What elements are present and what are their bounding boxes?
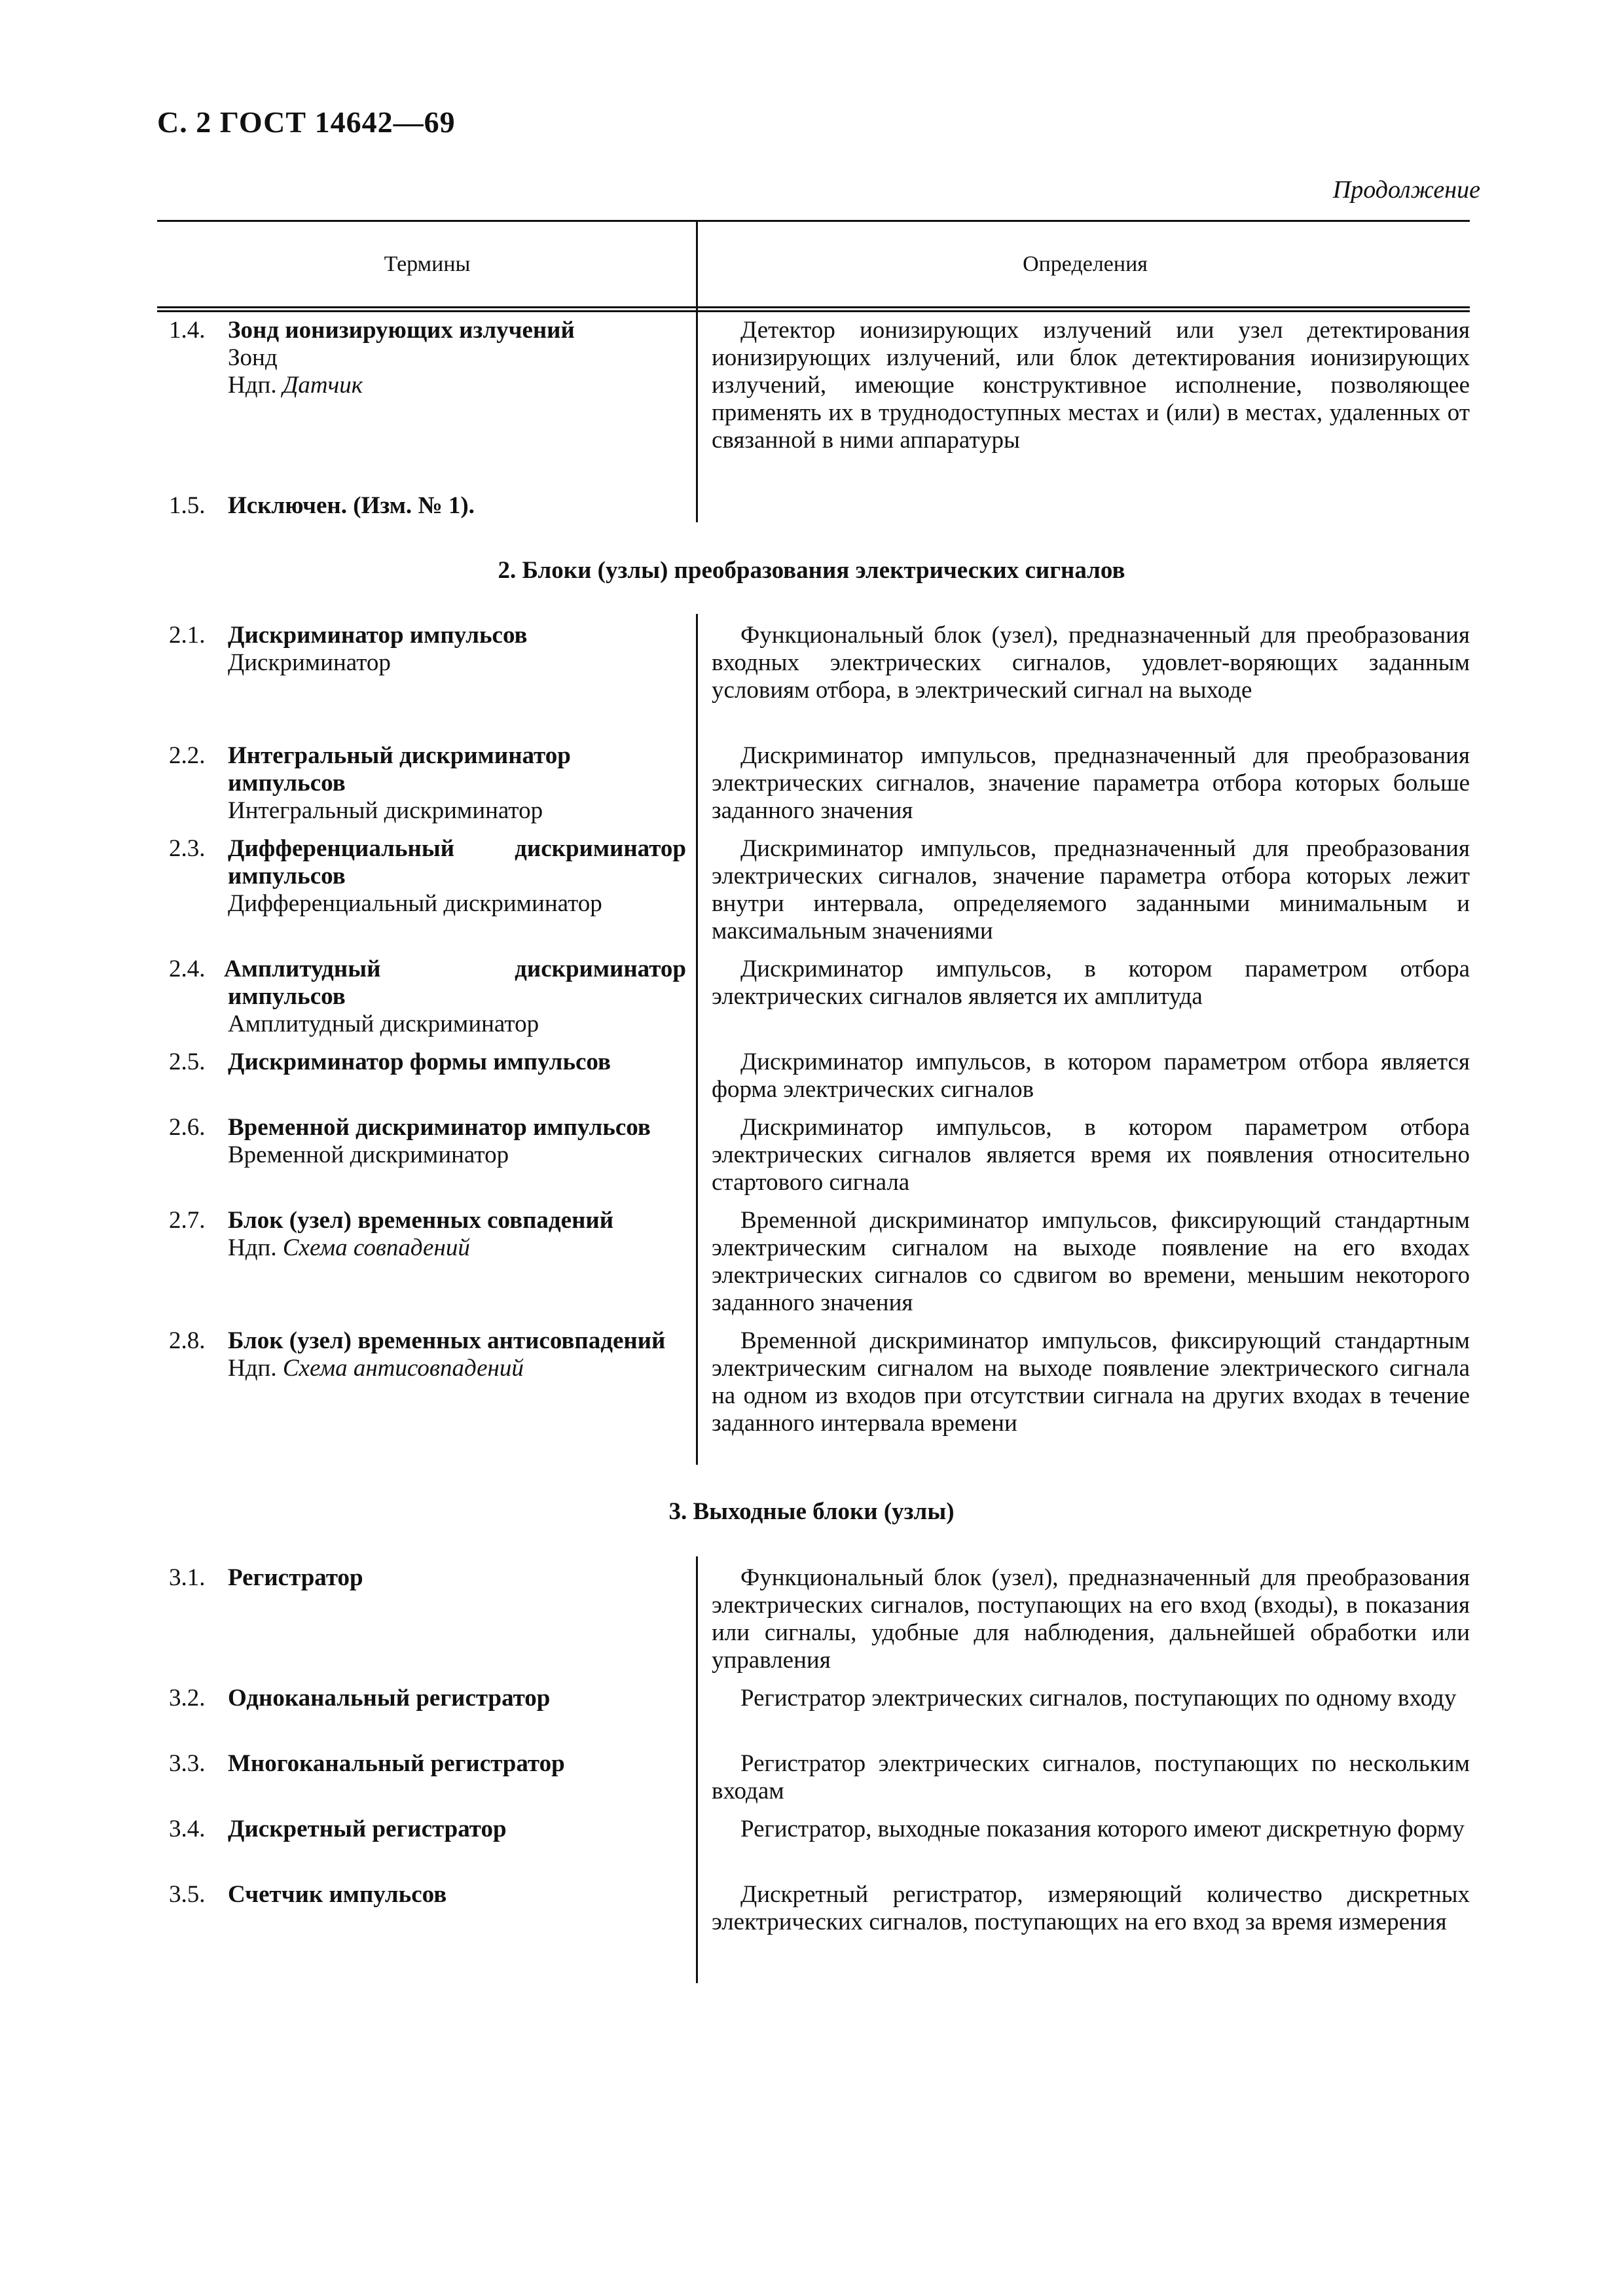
column-divider (696, 614, 698, 1465)
term-3-5 (169, 1881, 693, 1909)
definition-2-8: Временной дискриминатор импульсов, фиксирующий стандартным электрическим сигналом на выходе появление электрического сигнала на одном из входов при отсутствии сигнала на других входах в течение заданного интервала времени (712, 1327, 1470, 1437)
term-short: Временной дискриминатор (228, 1141, 509, 1168)
term-name: Исключен. (Изм. № 1). (228, 492, 475, 519)
continuation-label: Продолжение (1332, 176, 1480, 204)
term-number: 3.5. (169, 1881, 206, 1908)
definition-3-2: Регистратор электрических сигналов, поступающих по одному входу (740, 1685, 1457, 1712)
term-number: 2.1. (169, 622, 206, 649)
definition-2-6: Дискриминатор импульсов, в котором параметром отбора электрических сигналов является время их появления относительно стартового сигнала (712, 1114, 1470, 1196)
term-number: 2.5. (169, 1049, 206, 1075)
term-name: Зонд ионизирующих излучений (228, 317, 575, 344)
term-name-cont: импульсов (228, 983, 346, 1010)
term-name-cont: импульсов (228, 770, 346, 797)
term-name: Счетчик импульсов (228, 1881, 447, 1908)
term-number: 3.4. (169, 1816, 206, 1842)
term-2-2 (169, 742, 693, 825)
section-title-2: 2. Блоки (узлы) преобразования электрических сигналов (498, 557, 1125, 584)
term-number: 2.4. (169, 956, 206, 982)
term-name: Интегральный дискриминатор (228, 742, 571, 769)
definition-3-1: Функциональный блок (узел), предназначенный для преобразования электрических сигналов, поступающих на его вход (входы), в показания или сигналы, удобные для наблюдения, дальнейшей обработки или управления (712, 1564, 1470, 1674)
table-top-rule (157, 220, 1470, 222)
term-short: Амплитудный дискриминатор (228, 1011, 539, 1037)
definition-2-1: Функциональный блок (узел), предназначенный для преобразования входных электрических сигналов, удовлет-воряющих заданным условиям отбора, в электрический сигнал на выходе (712, 622, 1470, 704)
term-number: 2.6. (169, 1114, 206, 1141)
term-2-3 (169, 835, 693, 918)
column-header-terms: Термины (384, 252, 471, 276)
term-number: 2.2. (169, 742, 206, 769)
term-name: Амплитудный (224, 956, 381, 982)
term-name: Блок (узел) временных совпадений (228, 1207, 614, 1234)
term-number: 1.4. (169, 317, 206, 344)
definition-3-3: Регистратор электрических сигналов, поступающих по нескольким входам (712, 1750, 1470, 1804)
term-short: Интегральный дискриминатор (228, 797, 543, 824)
term-number: 3.1. (169, 1564, 206, 1591)
term-1-4 (169, 317, 693, 399)
term-2-6 (169, 1114, 693, 1169)
term-name: дискриминатор (515, 835, 686, 862)
term-number: 1.5. (169, 492, 206, 519)
term-3-4 (169, 1816, 693, 1843)
term-name: Регистратор (228, 1564, 363, 1591)
term-name: Временной дискриминатор импульсов (228, 1114, 651, 1141)
term-2-5 (169, 1049, 693, 1076)
term-number: 2.3. (169, 835, 206, 862)
term-name: Многоканальный регистратор (228, 1750, 565, 1777)
term-ndp: Ндп. Схема антисовпадений (228, 1355, 524, 1382)
term-ndp: Ндп. Схема совпадений (228, 1234, 470, 1261)
term-2-1 (169, 622, 693, 677)
term-name: Дискретный регистратор (228, 1816, 507, 1842)
table-header-rule (157, 306, 1470, 308)
definition-2-7: Временной дискриминатор импульсов, фиксирующий стандартным электрическим сигналом на выходе появление на его входах электрических сигналов со сдвигом во времени, меньшим некоторого заданного значения (712, 1207, 1470, 1316)
term-number: 2.8. (169, 1327, 206, 1354)
term-number: 2.7. (169, 1207, 206, 1234)
column-divider (696, 220, 698, 522)
term-1-5 (169, 492, 693, 520)
section-title-3: 3. Выходные блоки (узлы) (668, 1498, 955, 1525)
term-3-2 (169, 1685, 693, 1712)
term-number: 3.2. (169, 1685, 206, 1712)
term-ndp: Ндп. Датчик (228, 372, 363, 399)
definition-3-4: Регистратор, выходные показания которого имеют дискретную форму (740, 1816, 1465, 1842)
definition-2-2: Дискриминатор импульсов, предназначенный для преобразования электрических сигналов, значение параметра отбора которых больше заданного значения (712, 742, 1470, 824)
term-2-4 (169, 956, 693, 1038)
term-short: Зонд (228, 344, 278, 371)
term-2-8 (169, 1327, 693, 1382)
term-short: Дискриминатор (228, 649, 391, 676)
term-name: дискриминатор (515, 956, 686, 982)
term-short: Дифференциальный дискриминатор (228, 890, 602, 917)
column-divider (696, 1556, 698, 1983)
definition-2-4: Дискриминатор импульсов, в котором параметром отбора электрических сигналов является их амплитуда (712, 956, 1470, 1010)
column-header-definitions: Определения (1023, 252, 1148, 276)
term-number: 3.3. (169, 1750, 206, 1777)
definition-2-5: Дискриминатор импульсов, в котором параметром отбора является форма электрических сигналов (712, 1049, 1470, 1103)
term-name: Дискриминатор формы импульсов (228, 1049, 611, 1075)
term-name-cont: импульсов (228, 863, 346, 889)
term-name: Дискриминатор импульсов (228, 622, 528, 649)
term-3-3 (169, 1750, 693, 1778)
term-name: Одноканальный регистратор (228, 1685, 551, 1712)
term-name: Блок (узел) временных антисовпадений (228, 1327, 666, 1354)
term-3-1 (169, 1564, 693, 1592)
table-header-rule-2 (157, 310, 1470, 312)
definition-2-3: Дискриминатор импульсов, предназначенный для преобразования электрических сигналов, значение параметра отбора которых лежит внутри интервала, определяемого заданными минимальным и максимальным значениями (712, 835, 1470, 944)
page-header: С. 2 ГОСТ 14642—69 (157, 105, 456, 139)
definition-3-5: Дискретный регистратор, измеряющий количество дискретных электрических сигналов, поступающих на его вход за время измерения (712, 1881, 1470, 1935)
definition-1-4: Детектор ионизирующих излучений или узел детектирования ионизирующих излучений, или блок детектирования ионизирующих излучений, имеющие конструктивное исполнение, позволяющее применять их в труднодоступных местах и (или) в местах, удаленных от связанной в ними аппаратуры (712, 317, 1470, 454)
term-name: Дифференциальный (228, 835, 455, 862)
term-2-7 (169, 1207, 693, 1262)
